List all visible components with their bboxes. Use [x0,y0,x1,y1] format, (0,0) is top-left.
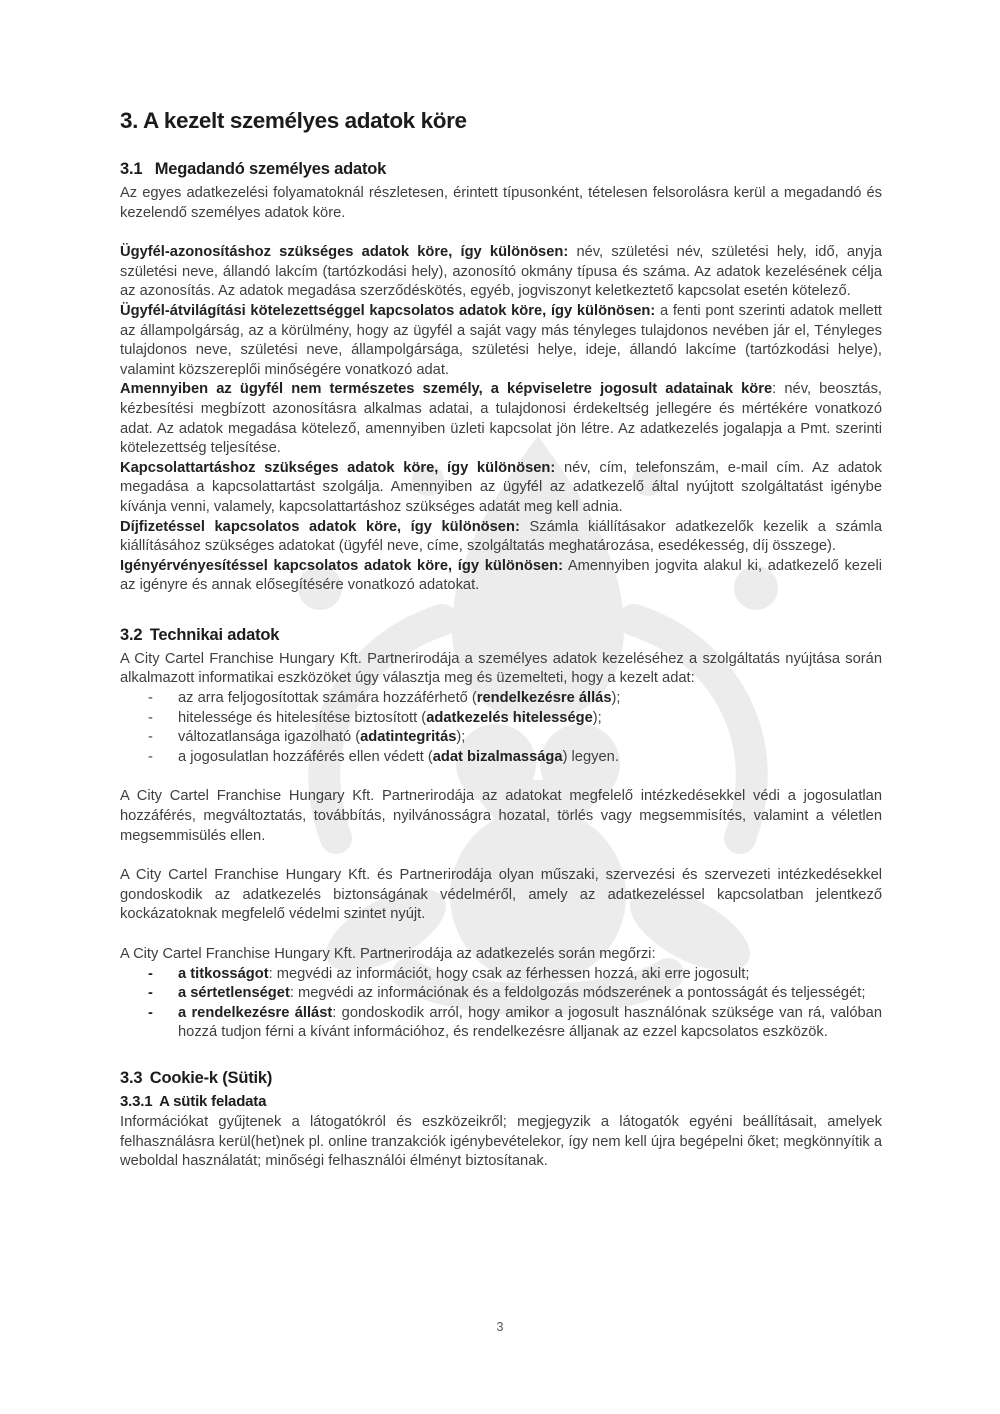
run-in-body: Amennyiben jogvita alakul ki, adatkezelő kezeli az igényre és annak elősegítésére vonatkozó adatokat. [120,557,882,594]
section-3-2-number: 3.2 [120,625,143,644]
blank-line [120,767,882,787]
blank-line [120,925,882,945]
section-3-3-1-number: 3.3.1 [120,1092,153,1110]
paragraph-contact-data [120,459,882,518]
list-item: - hitelessége és hitelesítése biztosított (adatkezelés hitelessége); [120,709,882,729]
list-item: - az arra feljogosítottak számára hozzáférhető (rendelkezésre állás); [120,689,882,709]
run-in-heading: Díjfizetéssel kapcsolatos adatok köre, így különösen: [120,518,520,535]
blank-line [120,223,882,243]
section-3-1-heading [120,160,882,179]
paragraph-representative-data [120,380,882,458]
page-title: 3. A kezelt személyes adatok köre [120,108,467,133]
bullet-dash: - [148,729,153,746]
run-in-heading: Amennyiben az ügyfél nem természetes személy, a képviseletre jogosult adatainak köre [120,381,773,398]
preserved-properties-list [120,965,882,1043]
section-3-3-number: 3.3 [120,1068,143,1087]
paragraph-payment-data [120,518,882,557]
bullet-dash: - [148,690,153,707]
paragraph-client-screening [120,302,882,380]
paragraph-data-protection: A City Cartel Franchise Hungary Kft. Partnerirodája az adatokat megfelelő intézkedésekkel védi a jogosulatlan hozzáférés, megváltoztatás, továbbítás, nyilvánosságra hozatal, törlés vagy megsemmisítés, valamint a véletlen megsemmisülés ellen. [120,788,882,844]
page-number: 3 [496,1320,504,1334]
blank-line [120,846,882,866]
section-3-1-label: Megadandó személyes adatok [154,160,387,178]
run-in-body: Számla kiállításakor adatkezelők kezelik a számla kiállításához szükséges adatokat (ügyfél neve, címe, szolgáltatás meghatározása, esedékesség, díj összege). [120,518,882,555]
section-3-3-heading [120,1069,882,1088]
paragraph-security-measures: A City Cartel Franchise Hungary Kft. és Partnerirodája olyan műszaki, szervezési és szervezeti intézkedésekkel gondoskodik az adatkezelés biztonságának védelméről, amely az adatkezeléssel kapcsolatban jelentkező kockázatoknak megfelelő védelmi szintet nyújt. [120,867,882,923]
run-in-body: : név, beosztás, kézbesítési megbízott azonosításra alkalmas adatai, a tulajdonosi érdekeltség jellegére és mértékére vonatkozó adat. Az adatok megadása kötelező, amennyiben üzleti kapcsolat jön létre. Az adatkezelés jogalapja a Pmt. szerinti kötelezettség teljesítése. [120,381,882,457]
section-3-3-1-heading [120,1093,882,1110]
run-in-heading: Ügyfél-azonosításhoz szükséges adatok köre, így különösen: [120,244,569,261]
list-item: - a rendelkezésre állást: gondoskodik arról, hogy amikor a jogosult használónak szüksége van rá, valóban hozzá tudjon férni a kívánt információhoz, és rendelkezésre álljanak az ezzel kapcsolatos eszközök. [120,1004,882,1043]
section-3-2-heading [120,626,882,645]
section-3-3-1-label: A sütik feladata [159,1092,267,1110]
section-3-2-label: Technikai adatok [149,625,280,644]
run-in-body: név, születési név, születési hely, idő, anyja születési neve, állandó lakcím (tartózkodási hely), azonosító okmány típusa és száma. Az adatok kezelésének célja az azonosítás. Az adatok megadása szerződéskötés, egyéb, jogviszonyt keletkeztető kapcsolat esetén kötelező. [120,244,882,300]
run-in-heading: Ügyfél-átvilágítási kötelezettséggel kapcsolatos adatok köre, így különösen: [120,302,656,319]
section-3-2-intro: A City Cartel Franchise Hungary Kft. Partnerirodája a személyes adatok kezeléséhez a szolgáltatás nyújtása során alkalmazott informatikai eszközöket úgy választja meg és üzemelteti, hogy a kezelt adat: [120,650,882,687]
run-in-heading: Igényérvényesítéssel kapcsolatos adatok köre, így különösen: [120,557,564,574]
run-in-heading: Kapcsolattartáshoz szükséges adatok köre, így különösen: [120,459,556,476]
list-item: - a titkosságot: megvédi az információt, hogy csak az férhessen hozzá, aki erre jogosult; [120,965,882,985]
list-item: - a sértetlenséget: megvédi az információnak és a feldolgozás módszerének a pontosságát és teljességét; [120,984,882,1004]
paragraph-preserves-intro: A City Cartel Franchise Hungary Kft. Partnerirodája az adatkezelés során megőrzi: [120,946,656,962]
run-in-body: név, cím, telefonszám, e-mail cím. Az adatok megadása a kapcsolattartást szolgálja. Amennyiben az ügyfél az adatkezelő által nyújtott szolgáltatást igénybe kívánja venni, valamely, kapcsolattartáshoz szükséges adatát meg kell adnia. [120,459,882,515]
paragraph-client-identification [120,243,882,302]
section-3-3-label: Cookie-k (Sütik) [149,1068,273,1087]
bullet-dash: - [148,709,153,726]
section-3-1-intro: Az egyes adatkezelési folyamatoknál részletesen, érintett típusonként, tételesen felsorolásra kerül a megadandó és kezelendő személyes adatok köre. [120,185,882,221]
bullet-dash: - [148,1004,153,1021]
technical-requirements-list [120,689,882,767]
list-item: - a jogosulatlan hozzáférés ellen védett (adat bizalmassága) legyen. [120,748,882,768]
bullet-dash: - [148,985,153,1002]
section-3-1-number: 3.1 [120,160,143,178]
paragraph-claims-data [120,557,882,596]
bullet-dash: - [148,748,153,765]
bullet-dash: - [148,965,153,982]
run-in-body: a fenti pont szerinti adatok mellett az állampolgárság, az a körülmény, hogy az ügyfél a saját vagy más tényleges tulajdonos nevében jár el, Tényleges tulajdonos neve, születési neve, állampolgársága, születési helye, ideje, állandó lakcíme (tartózkodási helye), valamint közszereplői minőségére vonatkozó adat. [120,302,882,378]
list-item: - változatlansága igazolható (adatintegritás); [120,728,882,748]
paragraph-cookies-purpose: Információkat gyűjtenek a látogatókról és eszközeikről; megjegyzik a látogatók egyéni beállításait, amelyek felhasználásra kerül(het)nek pl. online tranzakciók igénybevételekor, így nem kell újra begépelni őket; megkönnyítik a weboldal használatát; minőségi felhasználói élményt biztosítanak. [120,1113,882,1170]
